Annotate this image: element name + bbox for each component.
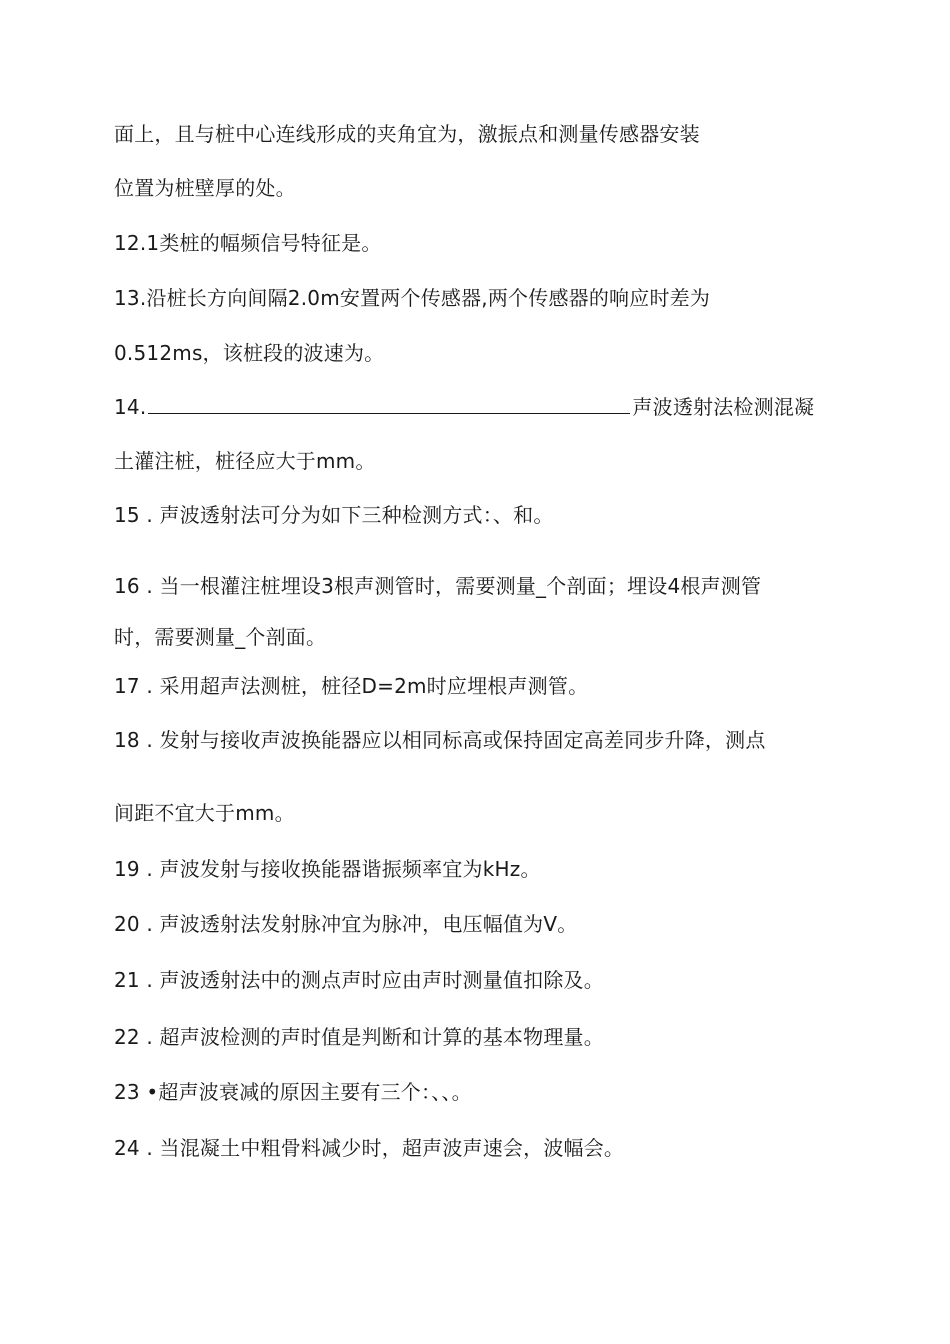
question-15: 15 . 声波透射法可分为如下三种检测方式：、和。	[114, 503, 554, 527]
question-19: 19 . 声波发射与接收换能器谐振频率宜为kHz。	[114, 857, 541, 881]
question-12: 12.1类桩的幅频信号特征是。	[114, 231, 382, 255]
fill-in-blank	[148, 395, 630, 414]
text-line: 时，需要测量_个剖面。	[114, 625, 327, 649]
question-22: 22 . 超声波检测的声时值是判断和计算的基本物理量。	[114, 1025, 604, 1049]
question-18: 18 . 发射与接收声波换能器应以相同标高或保持固定高差同步升降，测点	[114, 728, 766, 752]
question-14	[114, 394, 814, 420]
text-line: 土灌注桩，桩径应大于mm。	[114, 449, 376, 473]
text-line: 间距不宜大于mm。	[114, 801, 295, 825]
question-20: 20 . 声波透射法发射脉冲宜为脉冲，电压幅值为V。	[114, 912, 578, 936]
question-17: 17 . 采用超声法测桩，桩径D=2m时应埋根声测管。	[114, 674, 589, 698]
text-line: 面上，且与桩中心连线形成的夹角宜为，激振点和测量传感器安装	[114, 122, 700, 146]
question-13: 13.沿桩长方向间隔2.0m安置两个传感器,两个传感器的响应时差为	[114, 286, 711, 310]
question-number: 14.	[114, 395, 147, 419]
question-24: 24 . 当混凝土中粗骨料减少时，超声波声速会，波幅会。	[114, 1136, 625, 1160]
question-16: 16 . 当一根灌注桩埋设3根声测管时，需要测量_个剖面；埋设4根声测管	[114, 574, 762, 598]
question-23: 23 •超声波衰减的原因主要有三个：、、。	[114, 1080, 472, 1104]
text-line: 位置为桩壁厚的处。	[114, 176, 296, 200]
question-text: 声波透射法检测混凝	[632, 395, 815, 419]
text-line: 0.512ms，该桩段的波速为。	[114, 341, 385, 365]
question-21: 21 . 声波透射法中的测点声时应由声时测量值扣除及。	[114, 968, 604, 992]
